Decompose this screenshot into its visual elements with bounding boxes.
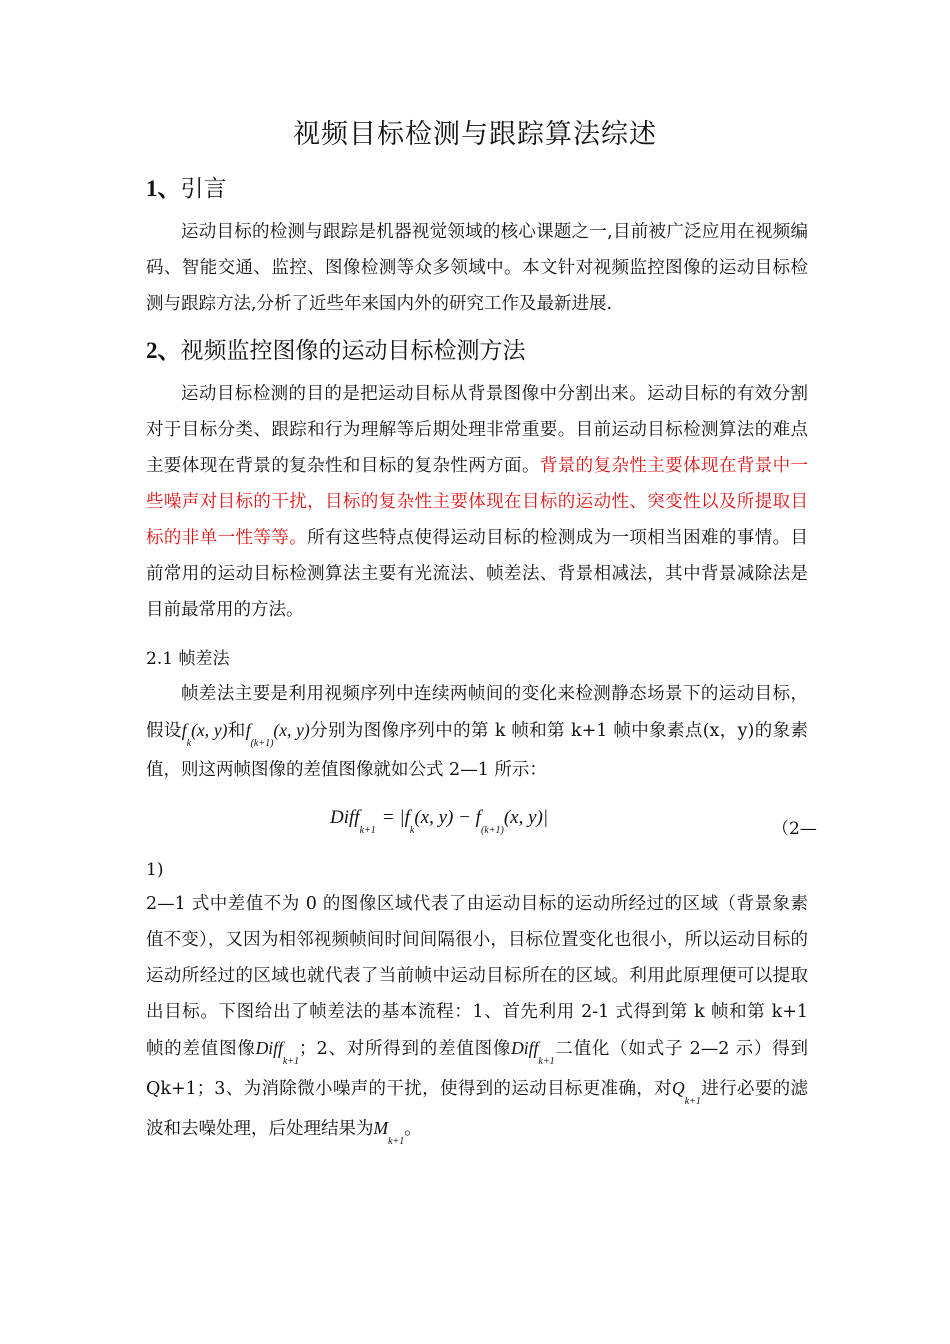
paragraph-text: 和 (227, 721, 246, 741)
section-1-heading (146, 170, 227, 203)
math-args: (x, y) (191, 720, 228, 740)
paragraph-text: 分别为图像序列中的第 k 帧和第 k+1 帧中象素点(x，y)的象素值，则这两帧图像的差值图像就如公式 2—1 所示： (146, 721, 809, 780)
page-title: 视频目标检测与跟踪算法综述 (293, 119, 657, 150)
math-sub: k+1 (684, 1096, 701, 1107)
math-expression: = |f (381, 807, 410, 828)
equation-number: （2— (772, 819, 817, 839)
paragraph-text: 帧差法主要是利用视频序列中连续两帧间的变化来检测静态场景下的运动目标，假设 (146, 684, 808, 741)
math-diff: Diff (330, 807, 360, 828)
math-sub: k (409, 825, 415, 836)
math-q: Q (672, 1078, 685, 1098)
math-sub: k+1 (282, 1056, 300, 1067)
paragraph-text: ；2、对所得到的差值图像 (299, 1039, 512, 1059)
section-2-heading (146, 332, 526, 365)
section-number: 1、 (146, 176, 181, 201)
math-expression: (x, y) − f (414, 807, 481, 828)
detection-paragraph (146, 376, 808, 628)
math-m: M (373, 1118, 389, 1138)
subsection-heading: 2.1 帧差法 (146, 649, 230, 669)
frame-diff-paragraph (146, 676, 808, 788)
section-title: 引言 (180, 176, 227, 202)
math-sub: k+1 (538, 1056, 555, 1067)
math-diff: Diff (511, 1038, 539, 1058)
math-sub: k+1 (359, 825, 376, 836)
math-sub: k+1 (388, 1136, 405, 1147)
math-sub: (k+1) (480, 825, 504, 836)
math-args: (x, y) (273, 720, 310, 740)
math-diff: Diff (255, 1038, 283, 1058)
math-f: f (245, 720, 251, 740)
paragraph-text: 。 (404, 1119, 422, 1139)
paragraph-text: 所有这些特点使得运动目标的检测成为一项相当困难的事情。目前常用的运动目标检测算法主要有光流法、帧差法、背景相减法，其中背景减除法是目前最常用的方法。 (146, 528, 808, 620)
equation-number-cont: 1) (146, 860, 164, 880)
equation-2-1 (330, 806, 549, 836)
paragraph-text: 进行必要的滤波和去噪处理，后处理结果为 (146, 1079, 808, 1139)
section-title: 视频监控图像的运动目标检测方法 (180, 338, 526, 364)
highlighted-text: 背景的复杂性主要体现在背景中一些噪声对目标的干扰，目标的复杂性主要体现在目标的运动性、突变性以及所提取目标的非单一性等等。 (146, 456, 808, 548)
math-expression: (x, y)| (503, 807, 549, 828)
paragraph-text: 二值化（如式子 2—2 示）得到 Qk+1；3、为消除微小噪声的干扰，使得到的运动目标更准确，对 (146, 1039, 808, 1099)
intro-paragraph: 运动目标的检测与跟踪是机器视觉领域的核心课题之一,目前被广泛应用在视频编码、智能交通、监控、图像检测等众多领域中。本文针对视频监控图像的运动目标检测与跟踪方法,分析了近些年来国内外的研究工作及最新进展. (146, 222, 808, 314)
paragraph-text: 运动目标检测的目的是把运动目标从背景图像中分割出来。运动目标的有效分割对于目标分类、跟踪和行为理解等后期处理非常重要。目前运动目标检测算法的难点主要体现在背景的复杂性和目标的复杂性两方面。 (146, 384, 808, 476)
math-sub: (k+1) (250, 738, 274, 749)
frame-diff-process-paragraph (146, 886, 808, 1150)
math-sub: k (186, 738, 192, 749)
paragraph-text: 2—1 式中差值不为 0 的图像区域代表了由运动目标的运动所经过的区域（背景象素值不变），又因为相邻视频帧间时间间隔很小，目标位置变化也很小，所以运动目标的运动所经过的区域也就代表了当前帧中运动目标所在的区域。利用此原理便可以提取出目标。下图给出了帧差法的基本流程：1、首先利用 2-1 式得到第 k 帧和第 k+1 帧的差值图像 (146, 894, 808, 1059)
section-number: 2、 (146, 338, 181, 363)
math-f: f (181, 720, 187, 740)
